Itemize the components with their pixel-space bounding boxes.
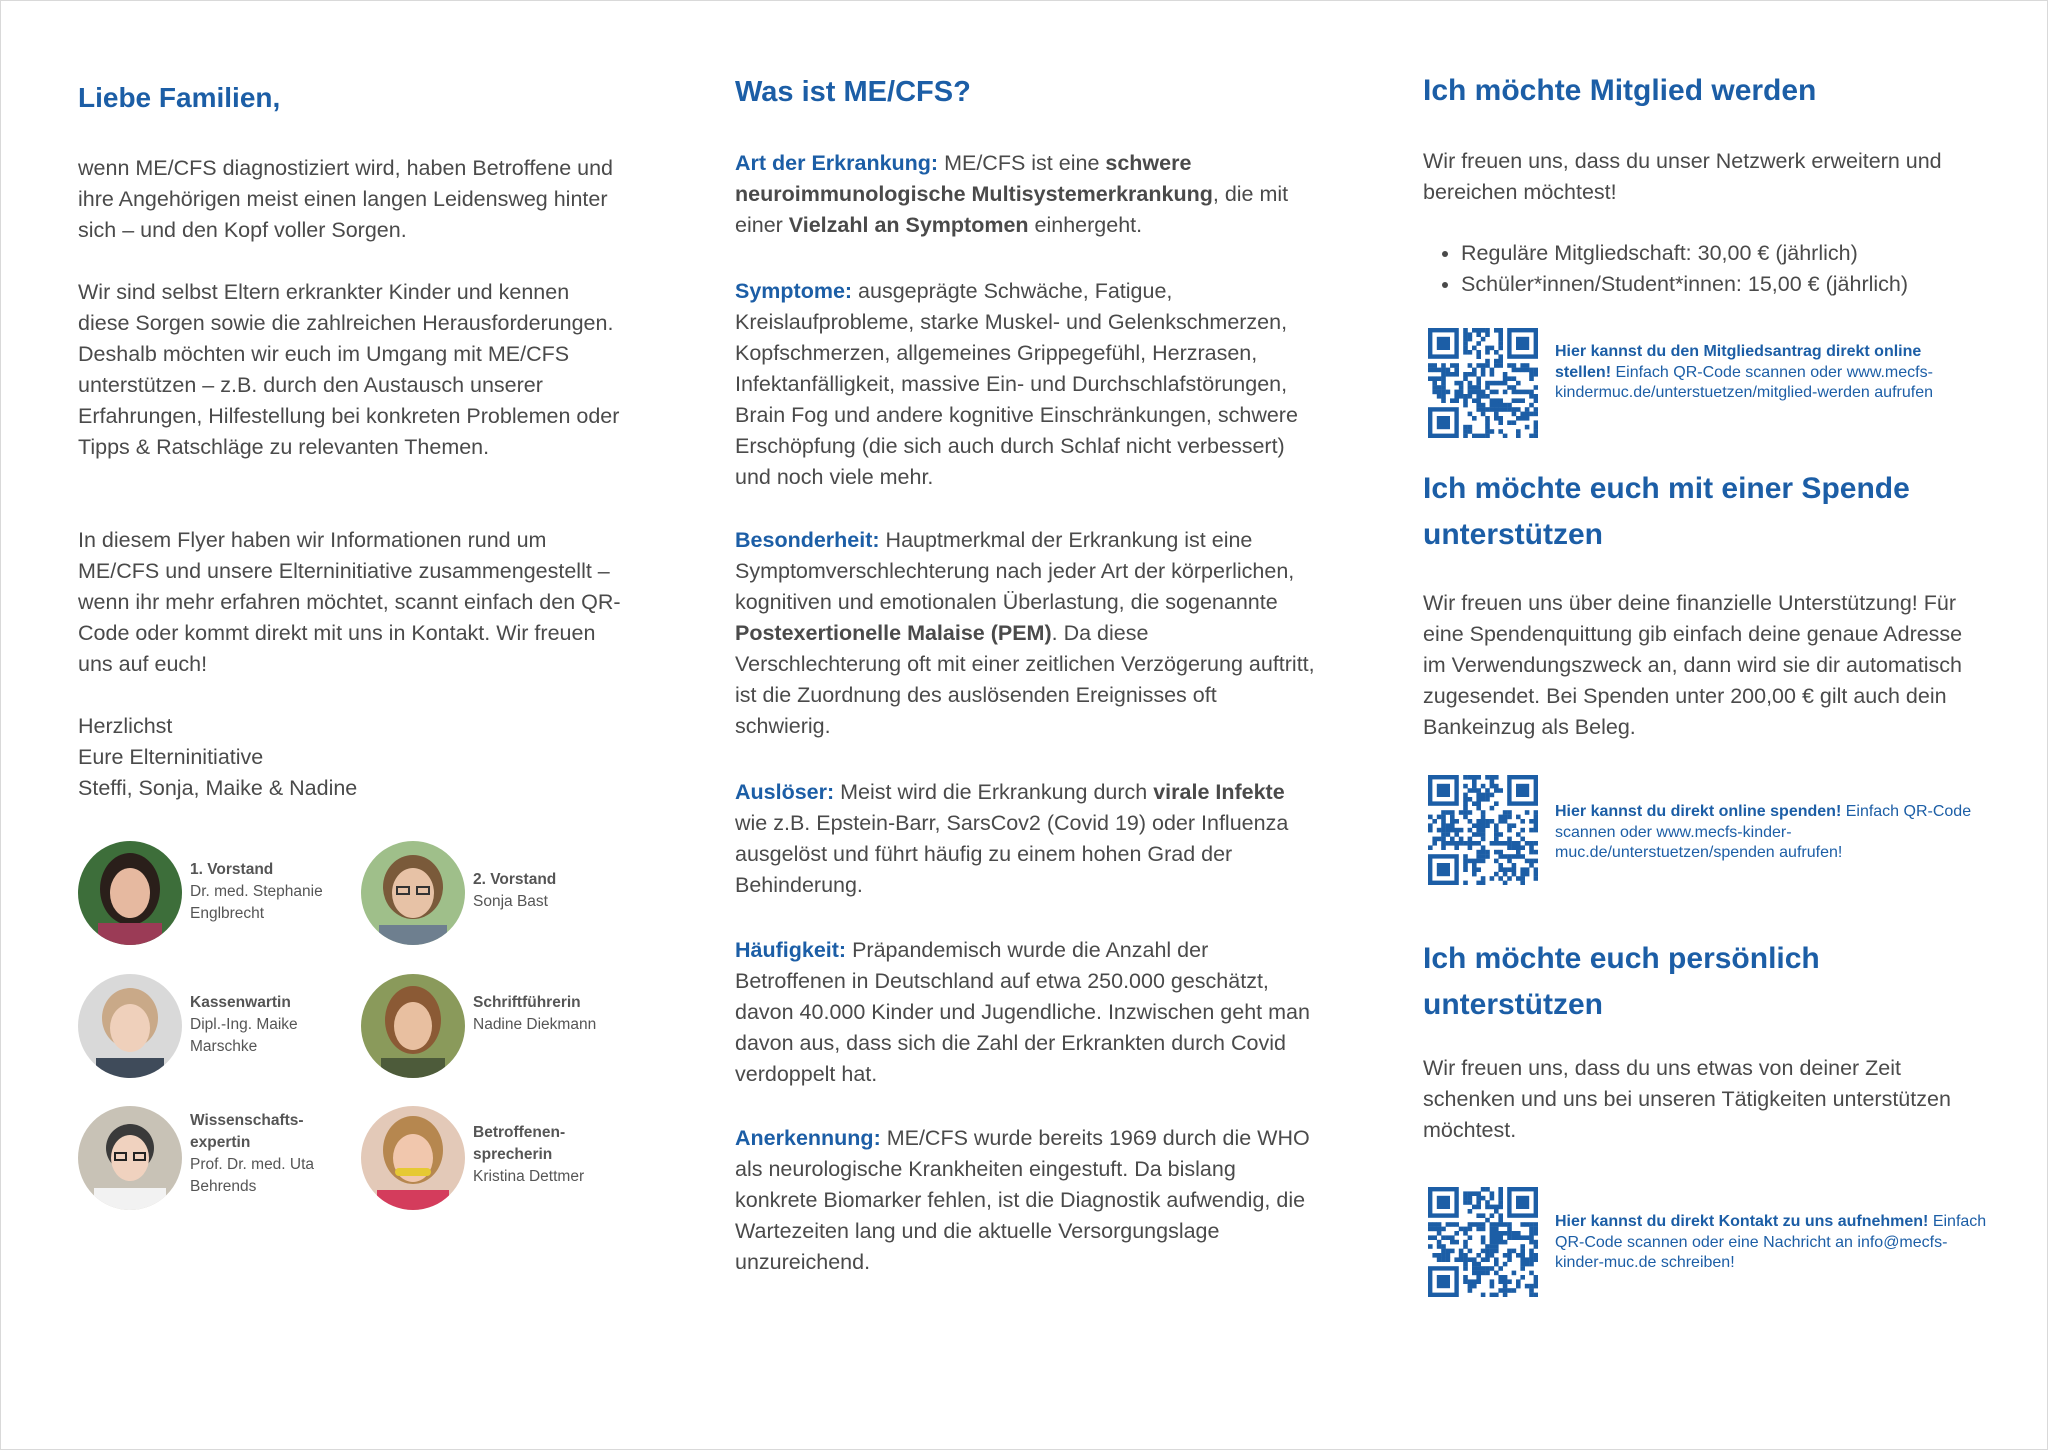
- contact-qr-caption: [1555, 1212, 1995, 1274]
- team-member-1: [78, 841, 348, 949]
- section-emphasis: schwere neuroimmunologische Multisystemerkrankung: [735, 151, 1213, 206]
- donation-heading: Ich möchte euch mit einer Spende unterstützen: [1423, 472, 1910, 551]
- section-emphasis: virale Infekte: [1153, 780, 1285, 804]
- team-member-3: [78, 974, 348, 1082]
- avatar: [361, 841, 465, 945]
- membership-qr-caption: [1555, 342, 1975, 404]
- welcome-paragraph-2: Wir sind selbst Eltern erkrankter Kinder und kennen diese Sorgen sowie die zahlreichen Herausforderungen. Deshalb möchten wir euch im Umgang mit ME/CFS unterstützen – z.B. durch den Austausch unserer Erfahrungen, Hilfestellung bei konkreten Problemen oder Tipps & Ratschläge zu relevanten Themen.: [78, 280, 620, 459]
- qr-caption-text: Einfach QR-Code scannen oder www.mecfs-kinder-muc.de/unterstuetzen/spenden aufrufen!: [1555, 803, 1972, 861]
- member-name: Prof. Dr. med. Uta Behrends: [190, 1156, 315, 1195]
- section-special-feature: [735, 525, 1315, 742]
- section-text: ME/CFS ist eine: [938, 151, 1106, 175]
- member-role: 2. Vorstand: [473, 871, 557, 888]
- member-role: Schriftführerin: [473, 994, 581, 1011]
- section-text: , die mit einer: [735, 182, 1289, 237]
- section-label: Anerkennung:: [735, 1126, 881, 1150]
- section-label: Art der Erkrankung:: [735, 151, 939, 175]
- member-name: Kristina Dettmer: [473, 1168, 585, 1185]
- section-text: einhergeht.: [1028, 213, 1143, 237]
- welcome-paragraph-1: wenn ME/CFS diagnostiziert wird, haben Betroffene und ihre Angehörigen meist einen langen Leidensweg hinter sich – und den Kopf voller Sorgen.: [78, 156, 614, 242]
- section-symptoms: [735, 276, 1315, 493]
- section-text: ME/CFS wurde bereits 1969 durch die WHO als neurologische Krankheiten eingestuft. Da bislang konkrete Biomarker fehlen, ist die Diagnostik aufwendig, die Wartezeiten lang und die aktuelle Versorgungslage unzureichend.: [735, 1126, 1310, 1274]
- member-role: Betroffenen-sprecherin: [473, 1124, 566, 1163]
- member-name: Sonja Bast: [473, 893, 548, 910]
- section-emphasis: Postexertionelle Malaise (PEM): [735, 621, 1052, 645]
- donation-text: Wir freuen uns über deine finanzielle Unterstützung! Für eine Spendenquittung gib einfach deine genaue Adresse im Verwendungszweck an, dann wird sie dir automatisch zugesendet. Bei Spenden unter 200,00 € gilt auch dein Bankeinzug als Beleg.: [1423, 591, 1963, 739]
- mecfs-heading: Was ist ME/CFS?: [735, 76, 971, 108]
- membership-qr-code[interactable]: [1428, 328, 1538, 438]
- section-disease-type: [735, 148, 1315, 241]
- avatar: [361, 974, 465, 1078]
- section-label: Häufigkeit:: [735, 938, 847, 962]
- membership-heading: Ich möchte Mitglied werden: [1423, 74, 1817, 107]
- section-label: Symptome:: [735, 279, 853, 303]
- membership-intro: Wir freuen uns, dass du unser Netzwerk erweitern und bereichen möchtest!: [1423, 149, 1942, 204]
- contact-qr-code[interactable]: [1428, 1187, 1538, 1297]
- qr-caption-bold: Hier kannst du direkt online spenden!: [1555, 803, 1842, 820]
- qr-caption-bold: Hier kannst du direkt Kontakt zu uns aufnehmen!: [1555, 1213, 1929, 1230]
- donation-qr-code[interactable]: [1428, 775, 1538, 885]
- closing-line-2: Eure Elterninitiative: [78, 745, 264, 769]
- section-trigger: [735, 777, 1315, 901]
- member-role: 1. Vorstand: [190, 861, 274, 878]
- section-text: Hauptmerkmal der Erkrankung ist eine Symptomverschlechterung nach jeder Art der körperlichen, kognitiven und emotionalen Überlastung, die sogenannte: [735, 528, 1295, 614]
- avatar: [78, 1106, 182, 1210]
- welcome-heading: Liebe Familien,: [78, 82, 281, 113]
- section-emphasis: Vielzahl an Symptomen: [788, 213, 1029, 237]
- team-member-2: [361, 841, 631, 949]
- member-name: Dr. med. Stephanie Englbrecht: [190, 883, 323, 922]
- section-text: wie z.B. Epstein-Barr, SarsCov2 (Covid 19) oder Influenza ausgelöst und führt häufig zu einem hohen Grad der Behinderung.: [735, 811, 1289, 897]
- avatar: [78, 841, 182, 945]
- section-text: Präpandemisch wurde die Anzahl der Betroffenen in Deutschland auf etwa 250.000 geschätzt, davon 40.000 Kinder und Jugendliche. Inzwischen geht man davon aus, dass sich die Zahl der Erkrankten durch Covid verdoppelt hat.: [735, 938, 1310, 1086]
- team-member-4: [361, 974, 631, 1082]
- membership-fees-list: [1423, 238, 2021, 300]
- closing-line-1: Herzlichst: [78, 714, 173, 738]
- avatar: [361, 1106, 465, 1210]
- member-role: Kassenwartin: [190, 994, 291, 1011]
- donation-qr-caption: [1555, 802, 1975, 864]
- closing-line-3: Steffi, Sonja, Maike & Nadine: [78, 776, 358, 800]
- section-text: Meist wird die Erkrankung durch: [834, 780, 1154, 804]
- section-text: ausgeprägte Schwäche, Fatigue, Kreislaufprobleme, starke Muskel- und Gelenkschmerzen, Kopfschmerzen, allgemeines Grippegefühl, Herzrasen, Infektanfälligkeit, massive Ein- und Durchschlafstörungen, Brain Fog und andere kognitive Einschränkungen, schwere Erschöpfung (die sich auch durch Schlaf nicht verbessert) und noch viele mehr.: [735, 279, 1298, 489]
- member-name: Dipl.-Ing. Maike Marschke: [190, 1016, 298, 1055]
- qr-caption-text: Einfach QR-Code scannen oder www.mecfs-kindermuc.de/unterstuetzen/mitglied-werden aufrufen: [1555, 363, 1933, 401]
- section-label: Besonderheit:: [735, 528, 880, 552]
- team-member-6: [361, 1106, 631, 1214]
- member-role: Wissenschafts-expertin: [190, 1112, 304, 1151]
- member-name: Nadine Diekmann: [473, 1016, 597, 1033]
- team-member-5: [78, 1106, 348, 1214]
- section-recognition: [735, 1123, 1315, 1278]
- section-frequency: [735, 935, 1315, 1090]
- section-label: Auslöser:: [735, 780, 835, 804]
- section-text: . Da diese Verschlechterung oft mit einer zeitlichen Verzögerung auftritt, ist die Zuordnung des auslösenden Ereignisses oft schwierig.: [735, 621, 1315, 738]
- welcome-paragraph-3: In diesem Flyer haben wir Informationen rund um ME/CFS und unsere Elterninitiative zusammengestellt – wenn ihr mehr erfahren möchtet, scannt einfach den QR-Code oder kommt direkt mit uns in Kontakt. Wir freuen uns auf euch!: [78, 528, 621, 676]
- list-item: • Reguläre Mitgliedschaft: 30,00 € (jährlich): [1461, 238, 2021, 269]
- personal-support-heading: Ich möchte euch persönlich unterstützen: [1423, 942, 1820, 1021]
- avatar: [78, 974, 182, 1078]
- qr-caption-bold: Hier kannst du den Mitgliedsantrag direkt online stellen!: [1555, 343, 1922, 381]
- list-item: • Schüler*innen/Student*innen: 15,00 € (jährlich): [1461, 269, 2021, 300]
- personal-support-text: Wir freuen uns, dass du uns etwas von deiner Zeit schenken und uns bei unseren Tätigkeiten unterstützen möchtest.: [1423, 1056, 1951, 1142]
- qr-caption-text: Einfach QR-Code scannen oder eine Nachricht an info@mecfs-kinder-muc.de schreiben!: [1555, 1213, 1987, 1271]
